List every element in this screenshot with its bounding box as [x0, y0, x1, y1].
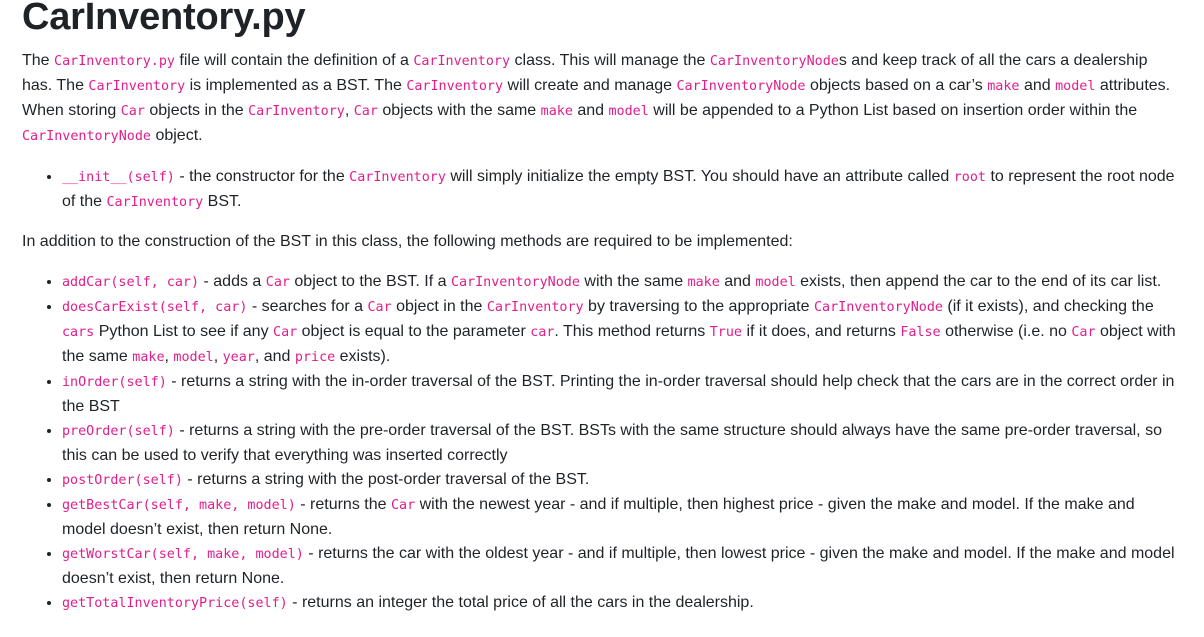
inline-code: CarInventoryNode [676, 79, 806, 94]
inline-code: False [900, 325, 941, 340]
inline-code: CarInventory [248, 104, 345, 119]
inline-code: Car [353, 104, 378, 119]
text-run: , [164, 348, 174, 365]
text-run: (if it exists), and checking the [942, 298, 1154, 315]
text-run: and [719, 273, 756, 290]
inline-code: getBestCar(self, make, model) [62, 498, 296, 513]
inline-code: getWorstCar(self, make, model) [62, 547, 304, 562]
inline-code: make [132, 350, 165, 365]
method-item [62, 493, 1182, 542]
method-item [62, 295, 1182, 370]
method-item [62, 370, 1182, 419]
text-run: - the constructor for the [174, 168, 350, 185]
text-run: is implemented as a BST. The [185, 77, 407, 94]
text-run: , [344, 102, 354, 119]
inline-code: root [953, 170, 986, 185]
inline-code: price [294, 350, 336, 365]
text-run: , [213, 348, 223, 365]
method-item [62, 270, 1182, 295]
text-run: attributes. When storing [22, 77, 1171, 119]
text-run: - returns a string with the in-order traversal of the BST. Printing the in-order traversal should help check that the cars are in the correct order in the BST [62, 373, 1175, 415]
inline-code: CarInventoryNode [709, 54, 839, 69]
page-title: CarInventory.py [22, 0, 306, 38]
text-run: exists, then append the car to the end of its car list. [795, 273, 1162, 290]
inline-code: Car [367, 300, 392, 315]
text-run: - returns a string with the pre-order traversal of the BST. BSTs with the same structure should always have the same pre-order traversal, so this can be used to verify that everything was inserted correctly [62, 422, 1162, 464]
intro-paragraph [22, 49, 1182, 149]
inline-code: CarInventoryNode [450, 275, 580, 290]
method-item [62, 591, 1182, 616]
inline-code: CarInventory [106, 195, 204, 210]
inline-code: cars [62, 325, 95, 340]
inline-code: year [222, 350, 255, 365]
inline-code: make [540, 104, 573, 119]
text-run: file will contain the definition of a [174, 52, 414, 69]
inline-code: Car [265, 275, 290, 290]
text-run: BST. [203, 193, 242, 210]
text-run: - returns the [295, 496, 391, 513]
text-run: object. [151, 127, 203, 144]
inline-code: preOrder(self) [62, 424, 175, 439]
text-run: if it does, and returns [742, 323, 901, 340]
methods-intro: In addition to the construction of the BST in this class, the following methods are required to be implemented: [22, 233, 793, 250]
constructor-item [62, 165, 1182, 215]
text-run: will create and manage [503, 77, 677, 94]
inline-code: CarInventory [406, 79, 504, 94]
inline-code: addCar(self, car) [62, 275, 200, 290]
text-run: object is equal to the parameter [297, 323, 531, 340]
text-run: s and keep track of all the cars a dealership has. The [22, 52, 1148, 94]
inline-code: CarInventoryNode [22, 129, 151, 144]
text-run: by traversing to the appropriate [583, 298, 814, 315]
text-run: object to the BST. If a [289, 273, 451, 290]
inline-code: model [1055, 79, 1096, 94]
text-run: otherwise (i.e. no [940, 323, 1072, 340]
inline-code: Car [273, 325, 298, 340]
text-run: - searches for a [247, 298, 368, 315]
text-run: and [572, 102, 609, 119]
inline-code: Car [1071, 325, 1096, 340]
text-run: class. This will manage the [510, 52, 710, 69]
text-run: objects with the same [377, 102, 541, 119]
inline-code: model [173, 350, 214, 365]
text-run: exists). [335, 348, 391, 365]
inline-code: CarInventoryNode [813, 300, 943, 315]
text-run: - returns a string with the post-order traversal of the BST. [182, 471, 590, 488]
text-run: objects based on a car’s [805, 77, 988, 94]
inline-code: Car [390, 498, 416, 513]
text-run: will simply initialize the empty BST. You should have an attribute called [445, 168, 954, 185]
text-run: - returns an integer the total price of all the cars in the dealership. [287, 594, 754, 611]
text-run: to represent the root node of the [62, 168, 1175, 210]
inline-code: CarInventory [349, 170, 446, 185]
text-run: with the same [579, 273, 688, 290]
method-item [62, 419, 1182, 468]
inline-code: CarInventory.py [54, 54, 175, 69]
inline-code: CarInventory [88, 79, 186, 94]
inline-code: getTotalInventoryPrice(self) [62, 596, 288, 611]
text-run: . This method returns [554, 323, 710, 340]
text-run: , and [254, 348, 295, 365]
inline-code: model [755, 275, 796, 290]
text-run: The [22, 52, 55, 69]
text-run: will be appended to a Python List based on insertion order within the [648, 102, 1138, 119]
constructor-list [22, 165, 1182, 215]
text-run: object in the [391, 298, 487, 315]
methods-list [22, 270, 1182, 616]
inline-code: Car [120, 104, 145, 119]
text-run: Python List to see if any [94, 323, 274, 340]
inline-code: make [687, 275, 720, 290]
method-item [62, 542, 1182, 591]
text-run: - adds a [199, 273, 266, 290]
inline-code: postOrder(self) [62, 473, 183, 488]
text-run: - returns the car with the oldest year - and if multiple, then lowest price - given the make and model. If the make and model doesn’t exist, then return None. [62, 545, 1175, 587]
inline-code: make [987, 79, 1020, 94]
inline-code: CarInventory [486, 300, 584, 315]
inline-code: inOrder(self) [62, 375, 167, 390]
inline-code: car [530, 325, 555, 340]
inline-code: model [608, 104, 649, 119]
inline-code: doesCarExist(self, car) [62, 300, 248, 315]
text-run: and [1019, 77, 1056, 94]
inline-code: CarInventory [413, 54, 511, 69]
inline-code: True [709, 325, 742, 340]
method-item [62, 468, 1182, 493]
text-run: with the newest year - and if multiple, then highest price - given the make and model. If the make and model doesn’t exist, then return None. [62, 496, 1135, 538]
text-run: object with the same [62, 323, 1176, 365]
inline-code: __init__(self) [62, 170, 175, 185]
text-run: objects in the [144, 102, 249, 119]
